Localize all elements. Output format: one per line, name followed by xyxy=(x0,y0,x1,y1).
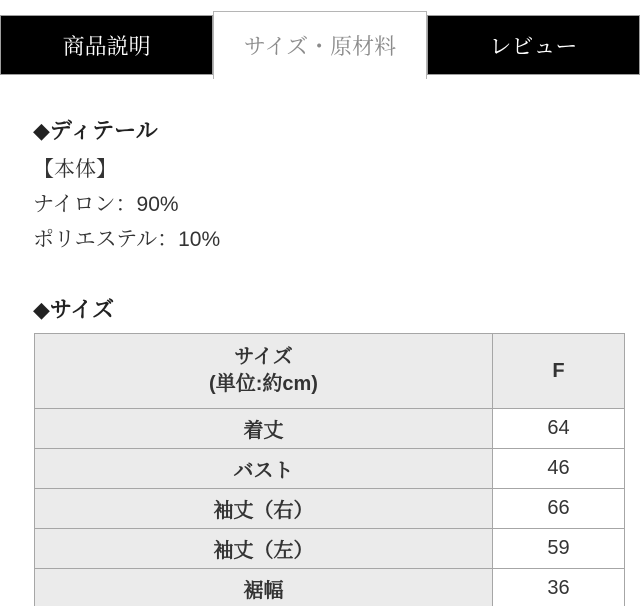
tab-product-description[interactable] xyxy=(0,15,213,75)
measurement-value-sleeve-left: 59 xyxy=(493,529,625,569)
tab-content xyxy=(0,118,640,606)
tab-product-description-label: 商品説明 xyxy=(62,33,151,59)
size-table-header-value: F xyxy=(493,334,625,409)
table-row xyxy=(35,569,625,606)
measurement-label-hem-width: 裾幅 xyxy=(35,569,493,606)
material-body-label: 【本体】 xyxy=(33,158,117,181)
tab-bar xyxy=(0,0,640,90)
size-table xyxy=(34,333,625,606)
material-polyester: ポリエステル：10% xyxy=(33,228,221,251)
measurement-value-hem-width: 36 xyxy=(493,569,625,606)
material-nylon: ナイロン：90% xyxy=(33,193,179,216)
detail-section-heading: ◆ディテール xyxy=(33,118,158,143)
tab-size-materials[interactable] xyxy=(213,11,426,79)
table-row xyxy=(35,449,625,489)
tab-reviews-label: レビュー xyxy=(489,33,578,59)
measurement-label-length: 着丈 xyxy=(35,409,493,449)
material-composition xyxy=(33,152,624,257)
table-row xyxy=(35,529,625,569)
table-row xyxy=(35,489,625,529)
measurement-value-length: 64 xyxy=(493,409,625,449)
size-table-header-label-line1: サイズ xyxy=(234,346,293,368)
measurement-label-sleeve-right: 袖丈（右） xyxy=(35,489,493,529)
size-table-header-label xyxy=(35,334,493,409)
tab-reviews[interactable] xyxy=(427,15,640,75)
measurement-value-bust: 46 xyxy=(493,449,625,489)
size-table-header-row xyxy=(35,334,625,409)
size-table-header-label-line2: (単位:約cm) xyxy=(209,373,318,395)
measurement-value-sleeve-right: 66 xyxy=(493,489,625,529)
measurement-label-sleeve-left: 袖丈（左） xyxy=(35,529,493,569)
size-section-heading: ◆サイズ xyxy=(33,297,115,322)
table-row xyxy=(35,409,625,449)
tab-size-materials-label: サイズ・原材料 xyxy=(243,34,397,59)
measurement-label-bust: バスト xyxy=(35,449,493,489)
